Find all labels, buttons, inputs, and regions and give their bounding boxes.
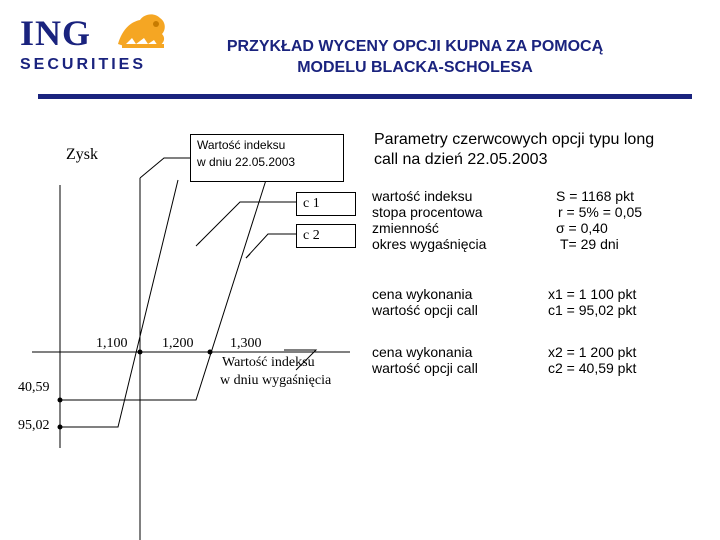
param-value: c2 = 40,59 pkt	[548, 360, 637, 376]
param-value: σ = 0,40	[556, 220, 608, 236]
params-group-2-values	[548, 286, 636, 318]
callout-c1-leader	[198, 202, 296, 244]
param-value: T= 29 dni	[560, 236, 619, 252]
callout-index-value	[190, 134, 344, 182]
callout-index-line-1: Wartość indeksu	[197, 138, 286, 152]
x-axis-label-line-2: w dniu wygaśnięcia	[220, 373, 332, 388]
param-label: cena wykonania	[372, 286, 473, 302]
param-value: r = 5% = 0,05	[558, 204, 643, 220]
param-value: x2 = 1 200 pkt	[548, 344, 637, 360]
params-group-1-values	[556, 188, 642, 252]
x-tick-1200: 1,200	[162, 336, 194, 351]
params-heading-line-2: call na dzień 22.05.2003	[374, 151, 548, 168]
callout-index-line-2: w dniu 22.05.2003	[197, 155, 296, 169]
point-9502	[58, 425, 63, 430]
params-group-2-labels	[372, 286, 478, 318]
param-label: cena wykonania	[372, 344, 473, 360]
callout-c2-leader	[246, 234, 296, 258]
x-axis-label-line-1: Wartość indeksu	[222, 355, 315, 370]
param-value: S = 1168 pkt	[556, 188, 634, 204]
y-axis-label: Zysk	[66, 146, 98, 163]
logo-securities: SECURITIES	[20, 56, 147, 73]
param-value: x1 = 1 100 pkt	[548, 286, 637, 302]
param-label: okres wygaśnięcia	[372, 236, 487, 252]
callout-index-leader	[140, 158, 190, 178]
param-label: wartość opcji call	[372, 302, 478, 318]
param-label: wartość indeksu	[372, 188, 473, 204]
params-heading-line-1: Parametry czerwcowych opcji typu long	[374, 131, 655, 148]
param-label: wartość opcji call	[372, 360, 478, 376]
logo-ing: ING	[20, 13, 92, 53]
point-1200	[208, 350, 213, 355]
x-tick-1100: 1,100	[96, 336, 128, 351]
param-value: c1 = 95,02 pkt	[548, 302, 637, 318]
title-line-1: PRZYKŁAD WYCENY OPCJI KUPNA ZA POMOCĄ	[226, 38, 604, 55]
y-tick-4059: 40,59	[18, 380, 50, 395]
x-tick-1300: 1,300	[230, 336, 262, 351]
payoff-line-c1	[60, 180, 178, 427]
param-label: zmienność	[372, 220, 439, 236]
callout-c1: c 1	[296, 192, 356, 216]
params-group-1-labels	[372, 188, 486, 252]
params-group-3-values	[548, 344, 636, 376]
param-label: stopa procentowa	[372, 204, 483, 220]
point-1100	[138, 350, 143, 355]
title-line-2: MODELU BLACKA-SCHOLESA	[297, 59, 533, 76]
params-group-3-labels	[372, 344, 478, 376]
y-tick-9502: 95,02	[18, 418, 50, 433]
callout-c2: c 2	[296, 224, 356, 248]
point-4059	[58, 398, 63, 403]
params-heading	[374, 130, 704, 170]
x-axis-label	[220, 354, 331, 390]
